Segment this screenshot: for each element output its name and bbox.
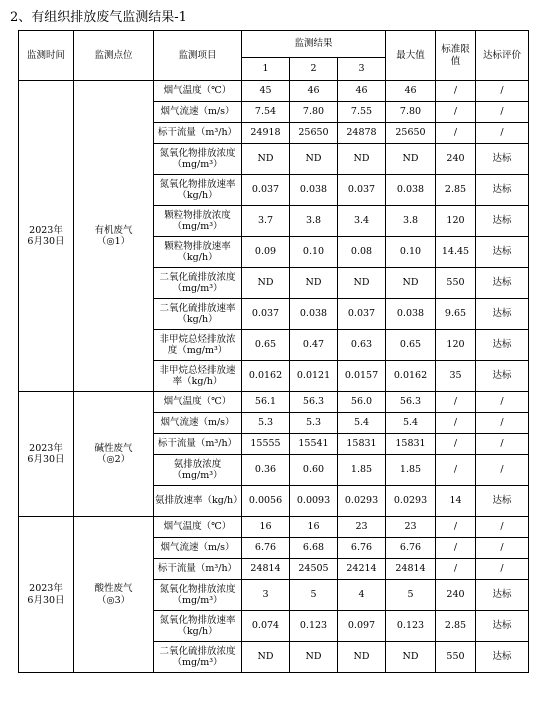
eval-cell: 达标 [476, 611, 529, 642]
limit-cell: / [436, 81, 476, 102]
run-1-cell: 3 [242, 580, 290, 611]
run-1-cell: 56.1 [242, 392, 290, 413]
max-cell: ND [386, 144, 436, 175]
eval-cell: / [476, 434, 529, 455]
item-cell: 二氧化硫排放浓度（mg/m³） [154, 268, 242, 299]
run-3-cell: 0.037 [338, 175, 386, 206]
header-point: 监测点位 [74, 31, 154, 81]
eval-cell: / [476, 559, 529, 580]
max-cell: 56.3 [386, 392, 436, 413]
limit-cell: / [436, 102, 476, 123]
eval-cell: / [476, 392, 529, 413]
limit-cell: 120 [436, 330, 476, 361]
eval-cell: / [476, 413, 529, 434]
table-row [19, 392, 529, 413]
eval-cell: 达标 [476, 206, 529, 237]
item-cell: 颗粒物排放浓度（mg/m³） [154, 206, 242, 237]
eval-cell: 达标 [476, 580, 529, 611]
run-3-cell: 24878 [338, 123, 386, 144]
max-cell: ND [386, 642, 436, 673]
max-cell: 0.038 [386, 175, 436, 206]
header-limit: 标准限值 [436, 31, 476, 81]
run-3-cell: ND [338, 268, 386, 299]
item-cell: 氨排放速率（kg/h） [154, 486, 242, 517]
monitor-date-cell: 2023年 6月30日 [19, 81, 74, 392]
run-3-cell: ND [338, 642, 386, 673]
run-2-cell: 5 [290, 580, 338, 611]
run-1-cell: 0.36 [242, 455, 290, 486]
monitor-date-cell: 2023年 6月30日 [19, 517, 74, 673]
run-3-cell: 0.037 [338, 299, 386, 330]
limit-cell: 35 [436, 361, 476, 392]
run-3-cell: 0.08 [338, 237, 386, 268]
max-cell: 15831 [386, 434, 436, 455]
eval-cell: / [476, 102, 529, 123]
run-2-cell: 0.123 [290, 611, 338, 642]
eval-cell: 达标 [476, 361, 529, 392]
max-cell: 3.8 [386, 206, 436, 237]
max-cell: 0.0162 [386, 361, 436, 392]
item-cell: 烟气流速（m/s） [154, 538, 242, 559]
run-2-cell: 0.60 [290, 455, 338, 486]
monitor-date-cell: 2023年 6月30日 [19, 392, 74, 517]
run-2-cell: 0.038 [290, 299, 338, 330]
run-3-cell: 0.0293 [338, 486, 386, 517]
eval-cell: / [476, 517, 529, 538]
item-cell: 烟气温度（℃） [154, 517, 242, 538]
run-2-cell: 15541 [290, 434, 338, 455]
item-cell: 标干流量（m³/h） [154, 123, 242, 144]
run-2-cell: 0.0093 [290, 486, 338, 517]
eval-cell: 达标 [476, 175, 529, 206]
run-1-cell: 45 [242, 81, 290, 102]
limit-cell: 14.45 [436, 237, 476, 268]
eval-cell: 达标 [476, 237, 529, 268]
run-3-cell: 4 [338, 580, 386, 611]
run-3-cell: 46 [338, 81, 386, 102]
header-max: 最大值 [386, 31, 436, 81]
eval-cell: / [476, 123, 529, 144]
run-1-cell: ND [242, 642, 290, 673]
limit-cell: / [436, 455, 476, 486]
run-1-cell: 0.037 [242, 175, 290, 206]
max-cell: 23 [386, 517, 436, 538]
item-cell: 烟气流速（m/s） [154, 413, 242, 434]
item-cell: 颗粒物排放速率（kg/h） [154, 237, 242, 268]
max-cell: 0.0293 [386, 486, 436, 517]
table-row [19, 517, 529, 538]
eval-cell: 达标 [476, 268, 529, 299]
monitor-point-cell: 有机废气 （◎1） [74, 81, 154, 392]
run-3-cell: 23 [338, 517, 386, 538]
monitor-point-cell: 碱性废气 （◎2） [74, 392, 154, 517]
run-2-cell: 5.3 [290, 413, 338, 434]
limit-cell: / [436, 413, 476, 434]
monitor-point-cell: 酸性废气 （◎3） [74, 517, 154, 673]
header-item: 监测项目 [154, 31, 242, 81]
header-run-1: 1 [242, 58, 290, 81]
item-cell: 氮氧化物排放速率（kg/h） [154, 611, 242, 642]
limit-cell: / [436, 123, 476, 144]
item-cell: 标干流量（m³/h） [154, 559, 242, 580]
header-run-2: 2 [290, 58, 338, 81]
max-cell: 6.76 [386, 538, 436, 559]
run-1-cell: 0.037 [242, 299, 290, 330]
run-2-cell: 0.038 [290, 175, 338, 206]
eval-cell: 达标 [476, 144, 529, 175]
limit-cell: 550 [436, 642, 476, 673]
run-2-cell: 0.10 [290, 237, 338, 268]
item-cell: 二氧化硫排放速率（kg/h） [154, 299, 242, 330]
run-3-cell: 0.097 [338, 611, 386, 642]
header-time: 监测时间 [19, 31, 74, 81]
max-cell: 0.123 [386, 611, 436, 642]
monitoring-results-table [18, 30, 529, 673]
run-3-cell: 3.4 [338, 206, 386, 237]
run-1-cell: 6.76 [242, 538, 290, 559]
run-1-cell: 16 [242, 517, 290, 538]
run-2-cell: 0.0121 [290, 361, 338, 392]
run-2-cell: 3.8 [290, 206, 338, 237]
max-cell: ND [386, 268, 436, 299]
max-cell: 0.038 [386, 299, 436, 330]
limit-cell: 240 [436, 144, 476, 175]
item-cell: 烟气温度（℃） [154, 81, 242, 102]
run-3-cell: 0.0157 [338, 361, 386, 392]
run-2-cell: 16 [290, 517, 338, 538]
run-1-cell: 0.0162 [242, 361, 290, 392]
header-eval: 达标评价 [476, 31, 529, 81]
run-3-cell: 6.76 [338, 538, 386, 559]
max-cell: 5.4 [386, 413, 436, 434]
max-cell: 7.80 [386, 102, 436, 123]
run-2-cell: 0.47 [290, 330, 338, 361]
eval-cell: 达标 [476, 330, 529, 361]
max-cell: 0.65 [386, 330, 436, 361]
table-body [19, 81, 529, 673]
run-3-cell: 7.55 [338, 102, 386, 123]
limit-cell: 9.65 [436, 299, 476, 330]
item-cell: 二氧化硫排放浓度（mg/m³） [154, 642, 242, 673]
run-2-cell: 7.80 [290, 102, 338, 123]
run-1-cell: 0.074 [242, 611, 290, 642]
header-row-1 [19, 31, 529, 58]
limit-cell: 240 [436, 580, 476, 611]
run-3-cell: 24214 [338, 559, 386, 580]
max-cell: 0.10 [386, 237, 436, 268]
eval-cell: 达标 [476, 642, 529, 673]
limit-cell: / [436, 392, 476, 413]
run-1-cell: 7.54 [242, 102, 290, 123]
limit-cell: 550 [436, 268, 476, 299]
limit-cell: 14 [436, 486, 476, 517]
run-2-cell: ND [290, 642, 338, 673]
max-cell: 5 [386, 580, 436, 611]
eval-cell: 达标 [476, 486, 529, 517]
item-cell: 氮氧化物排放速率（kg/h） [154, 175, 242, 206]
item-cell: 氮氧化物排放浓度（mg/m³） [154, 580, 242, 611]
run-1-cell: ND [242, 268, 290, 299]
item-cell: 非甲烷总烃排放速率（kg/h） [154, 361, 242, 392]
run-1-cell: 24814 [242, 559, 290, 580]
run-1-cell: 0.0056 [242, 486, 290, 517]
limit-cell: 2.85 [436, 611, 476, 642]
run-2-cell: 24505 [290, 559, 338, 580]
header-result: 监测结果 [242, 31, 386, 58]
eval-cell: / [476, 455, 529, 486]
eval-cell: / [476, 538, 529, 559]
header-run-3: 3 [338, 58, 386, 81]
eval-cell: / [476, 81, 529, 102]
limit-cell: 2.85 [436, 175, 476, 206]
run-2-cell: 46 [290, 81, 338, 102]
section-title: 2、有组织排放废气监测结果-1 [10, 10, 187, 25]
run-1-cell: 5.3 [242, 413, 290, 434]
run-1-cell: 0.09 [242, 237, 290, 268]
run-3-cell: 0.63 [338, 330, 386, 361]
item-cell: 标干流量（m³/h） [154, 434, 242, 455]
item-cell: 氨排放浓度（mg/m³） [154, 455, 242, 486]
max-cell: 1.85 [386, 455, 436, 486]
item-cell: 烟气流速（m/s） [154, 102, 242, 123]
run-3-cell: 5.4 [338, 413, 386, 434]
run-1-cell: 0.65 [242, 330, 290, 361]
limit-cell: / [436, 434, 476, 455]
run-3-cell: 56.0 [338, 392, 386, 413]
limit-cell: 120 [436, 206, 476, 237]
run-1-cell: 15555 [242, 434, 290, 455]
run-1-cell: 3.7 [242, 206, 290, 237]
max-cell: 46 [386, 81, 436, 102]
limit-cell: / [436, 517, 476, 538]
item-cell: 非甲烷总烃排放浓度（mg/m³） [154, 330, 242, 361]
run-2-cell: 25650 [290, 123, 338, 144]
item-cell: 氮氧化物排放浓度（mg/m³） [154, 144, 242, 175]
run-2-cell: 56.3 [290, 392, 338, 413]
run-2-cell: 6.68 [290, 538, 338, 559]
item-cell: 烟气温度（℃） [154, 392, 242, 413]
limit-cell: / [436, 538, 476, 559]
eval-cell: 达标 [476, 299, 529, 330]
run-2-cell: ND [290, 268, 338, 299]
limit-cell: / [436, 559, 476, 580]
max-cell: 24814 [386, 559, 436, 580]
run-3-cell: 1.85 [338, 455, 386, 486]
run-2-cell: ND [290, 144, 338, 175]
run-3-cell: 15831 [338, 434, 386, 455]
table-row [19, 81, 529, 102]
run-1-cell: ND [242, 144, 290, 175]
run-3-cell: ND [338, 144, 386, 175]
max-cell: 25650 [386, 123, 436, 144]
run-1-cell: 24918 [242, 123, 290, 144]
